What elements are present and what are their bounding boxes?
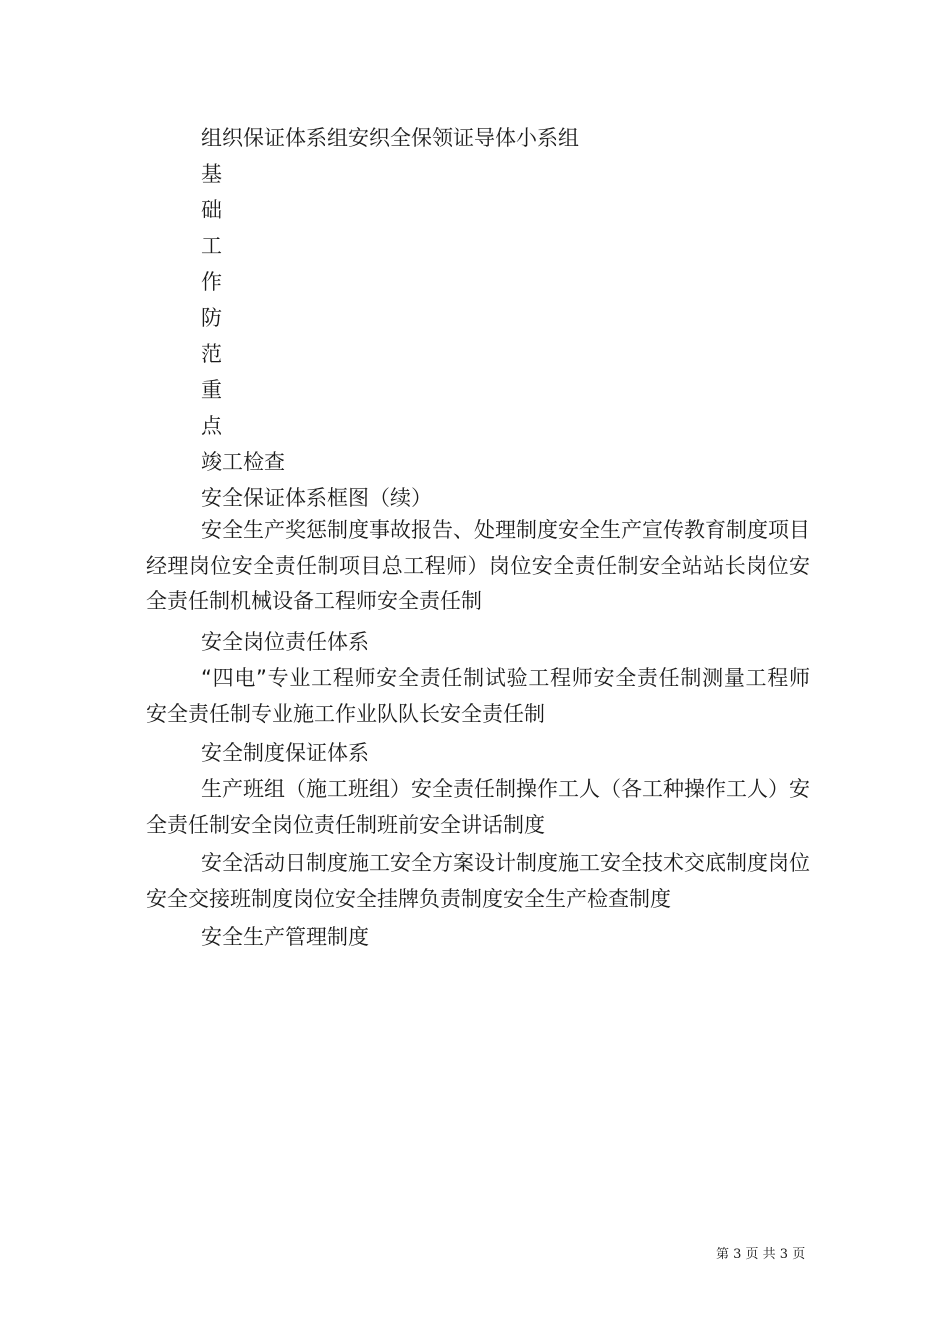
text-line: 工 (201, 234, 222, 258)
paragraph-heading: 安全生产管理制度 (201, 925, 369, 949)
text-line: 范 (201, 342, 222, 366)
paragraph: 安全生产奖惩制度事故报告、处理制度安全生产宣传教育制度项目经理岗位安全责任制项目总工程师）岗位安全责任制安全站站长岗位安全责任制机械设备工程师安全责任制 (146, 518, 810, 613)
text-line: 作 (201, 270, 222, 294)
text-line: 组织保证体系组安织全保领证导体小系组 (201, 126, 579, 150)
text-line: 础 (201, 198, 222, 222)
paragraph: 生产班组（施工班组）安全责任制操作工人（各工种操作工人）安全责任制安全岗位责任制班前安全讲话制度 (146, 777, 810, 837)
text-line: 防 (201, 306, 222, 330)
text-line: 点 (201, 414, 222, 438)
text-line: 重 (201, 378, 222, 402)
page-number: 第 3 页 共 3 页 (716, 1247, 806, 1262)
paragraph-heading: 安全岗位责任体系 (201, 630, 369, 654)
paragraph: 安全活动日制度施工安全方案设计制度施工安全技术交底制度岗位安全交接班制度岗位安全挂牌负责制度安全生产检查制度 (146, 851, 810, 911)
text-line: 竣工检查 (201, 450, 285, 474)
section-caption: 安全保证体系框图（续） (201, 486, 432, 510)
text-line: 基 (201, 162, 222, 186)
paragraph: “四电”专业工程师安全责任制试验工程师安全责任制测量工程师安全责任制专业施工作业队队长安全责任制 (146, 666, 810, 726)
paragraph-heading: 安全制度保证体系 (201, 741, 369, 765)
